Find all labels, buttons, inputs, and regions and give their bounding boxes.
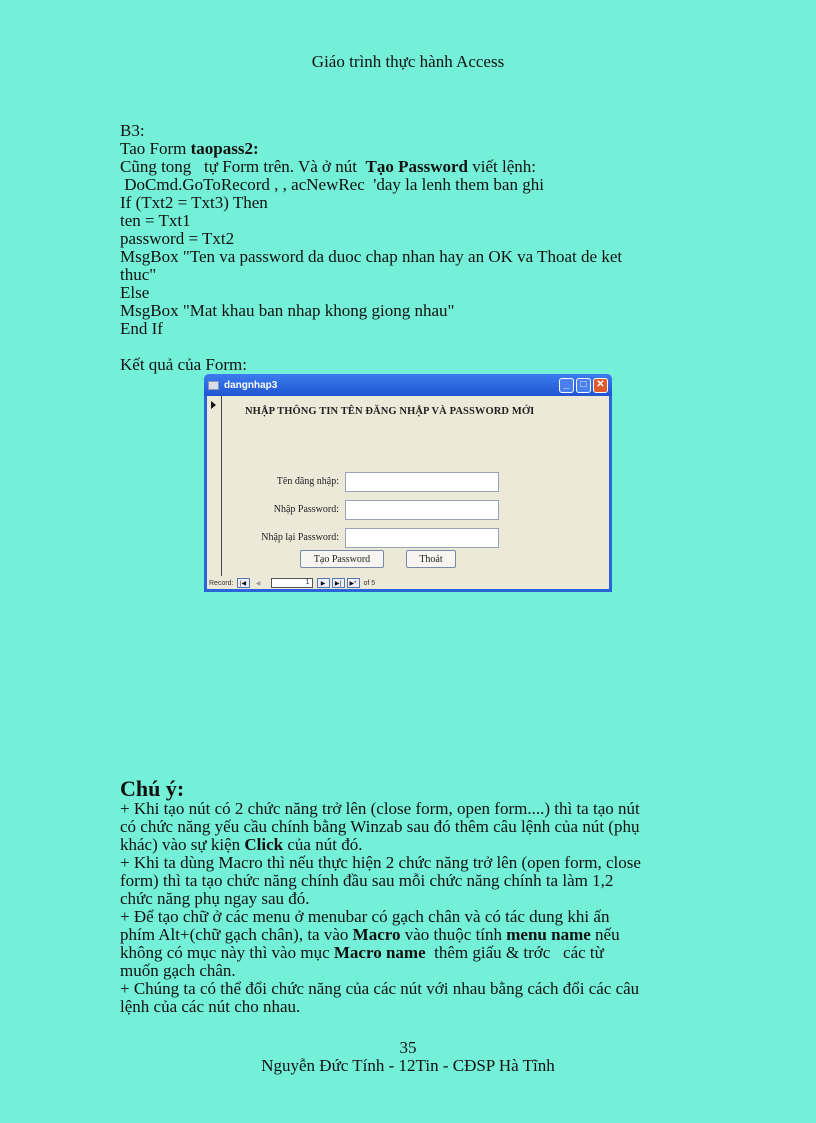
next-record-button[interactable]: ▶ — [317, 578, 330, 588]
note-line: chức năng phụ ngay sau đó. — [120, 889, 310, 908]
exit-button[interactable]: Thoát — [406, 550, 456, 568]
record-label: Record: — [209, 579, 234, 587]
note-line: + Khi ta dùng Macro thì nếu thực hiện 2 chức năng trở lên (open form, close — [120, 853, 641, 872]
access-form-window — [204, 374, 612, 592]
button-name: Tạo Password — [365, 157, 468, 176]
step-label: B3: — [120, 121, 145, 140]
record-selector[interactable] — [207, 396, 222, 576]
code-line: ten = Txt1 — [120, 211, 191, 230]
code-line: thuc" — [120, 265, 157, 284]
code-line: password = Txt2 — [120, 229, 235, 248]
notes-list — [120, 800, 700, 1016]
result-label: Kết quả của Form: — [120, 355, 247, 374]
note-line: + Để tạo chữ ở các menu ở menubar có gạch chân và có tác dung khi ấn — [120, 907, 610, 926]
code-line: MsgBox "Ten va password da duoc chap nhan hay an OK va Thoat de ket — [120, 247, 623, 266]
confirm-password-label: Nhập lại Password: — [261, 532, 339, 543]
note-line: muốn gạch chân. — [120, 961, 236, 980]
note-line: khác) vào sự kiện Click của nút đó. — [120, 835, 363, 854]
note-line: + Khi tạo nút có 2 chức năng trở lên (close form, open form....) thì ta tạo nút — [120, 799, 640, 818]
note-line: có chức năng yếu cầu chính bằng Winzab sau đó thêm câu lệnh của nút (phụ — [120, 817, 640, 836]
page-header: Giáo trình thực hành Access — [311, 52, 505, 71]
record-navigation — [209, 577, 375, 589]
notes-title: Chú ý: — [120, 776, 185, 801]
form-name: taopass2: — [190, 139, 259, 158]
code-line: If (Txt2 = Txt3) Then — [120, 193, 268, 212]
note-line: phím Alt+(chữ gạch chân), ta vào Macro vào thuộc tính menu name nếu — [120, 925, 620, 944]
window-title: dangnhap3 — [224, 379, 278, 391]
window-title-bar[interactable] — [204, 374, 612, 396]
record-number-input[interactable]: 1 — [271, 578, 313, 588]
page-number: 35 — [399, 1038, 417, 1057]
username-input[interactable] — [345, 472, 499, 492]
record-total: of 5 — [363, 579, 376, 587]
username-label: Tên đăng nhập: — [276, 476, 339, 487]
form-heading: NHẬP THÔNG TIN TÊN ĐĂNG NHẬP VÀ PASSWORD MỚI — [245, 406, 535, 417]
last-record-button[interactable]: ▶| — [332, 578, 345, 588]
form-icon — [208, 381, 219, 390]
new-record-button[interactable]: ▶* — [347, 578, 360, 588]
form-body — [207, 396, 609, 589]
prev-record-button[interactable]: ◀ — [255, 580, 261, 587]
password-label: Nhập Password: — [273, 504, 339, 515]
code-line: MsgBox "Mat khau ban nhap khong giong nhau" — [120, 301, 455, 320]
note-line: form) thì ta tạo chức năng chính đầu sau mỗi chức năng chính ta làm 1,2 — [120, 871, 614, 890]
password-input[interactable] — [345, 500, 499, 520]
instruction-line: Cũng tong tự Form trên. Và ở nút Tạo Password viết lệnh: — [120, 157, 536, 176]
note-line: + Chúng ta có thể đổi chức năng của các nút với nhau bằng cách đổi các câu — [120, 979, 640, 998]
minimize-icon[interactable]: _ — [559, 378, 574, 393]
footer-author: Nguyễn Đức Tính - 12Tin - CĐSP Hà Tĩnh — [261, 1056, 555, 1075]
code-line: End If — [120, 319, 163, 338]
close-icon[interactable]: ✕ — [593, 378, 608, 393]
maximize-icon[interactable]: □ — [576, 378, 591, 393]
form-name-line: Tao Form taopass2: — [120, 139, 259, 158]
first-record-button[interactable]: |◀ — [237, 578, 250, 588]
code-line: Else — [120, 283, 150, 302]
record-pointer-icon — [211, 401, 216, 409]
note-line: không có mục này thì vào mục Macro name thêm giấu & trớc các từ — [120, 943, 604, 962]
create-password-button[interactable]: Tạo Password — [300, 550, 384, 568]
note-line: lệnh của các nút cho nhau. — [120, 997, 301, 1016]
confirm-password-input[interactable] — [345, 528, 499, 548]
code-line: DoCmd.GoToRecord , , acNewRec 'day la lenh them ban ghi — [120, 175, 544, 194]
body-text — [120, 122, 690, 374]
